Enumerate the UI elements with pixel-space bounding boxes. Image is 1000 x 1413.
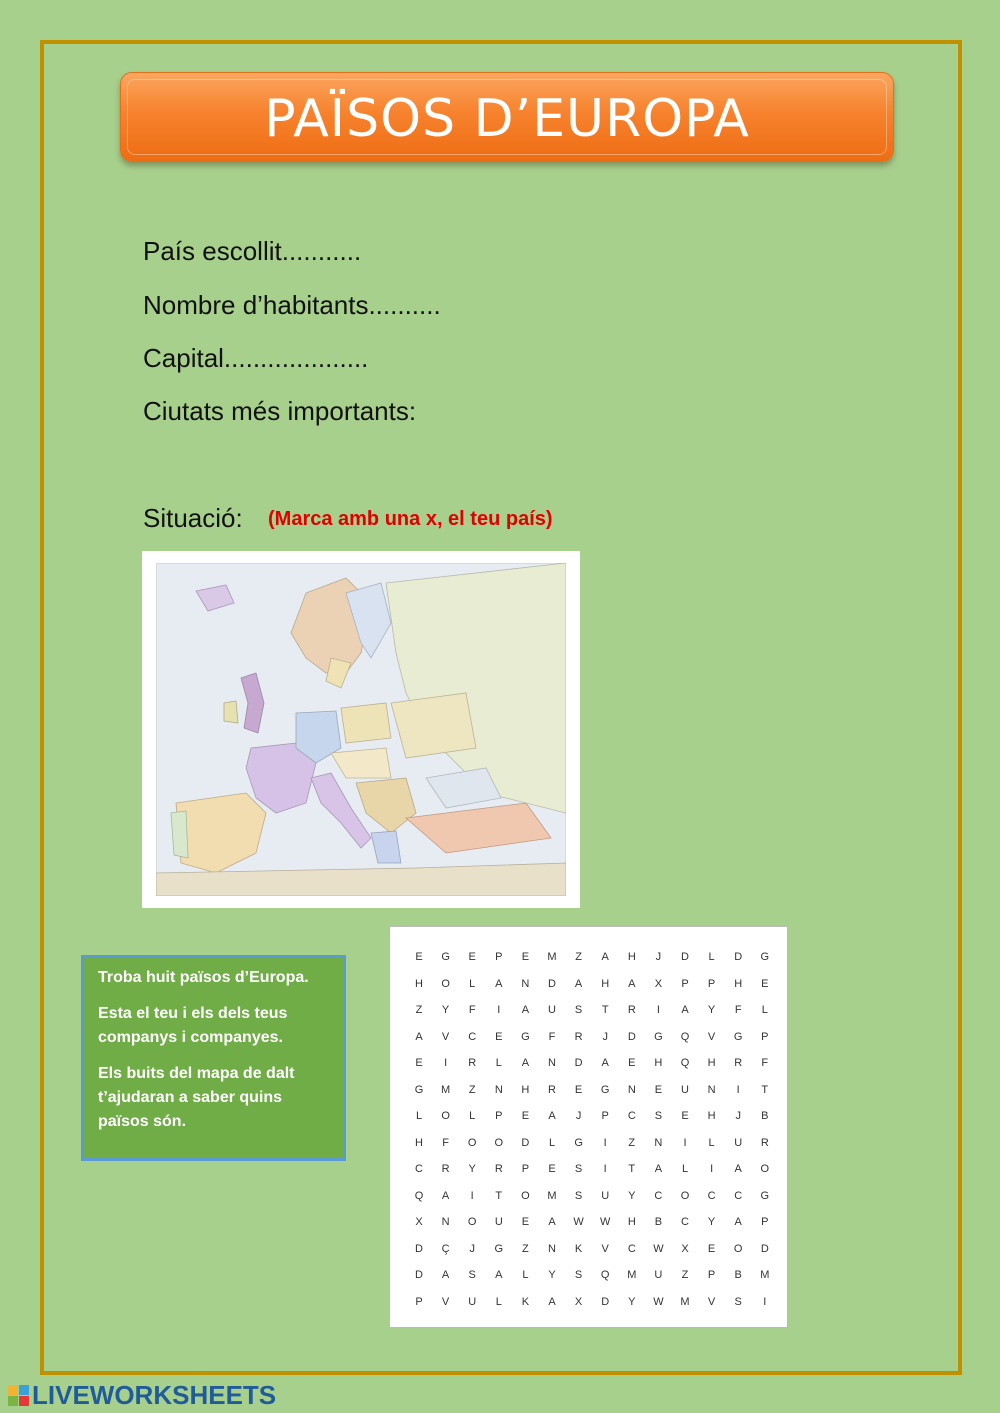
word-search-cell[interactable]: K: [521, 1295, 530, 1308]
word-search-cell[interactable]: A: [734, 1216, 742, 1228]
word-search-cell[interactable]: I: [683, 1136, 687, 1149]
word-search-cell[interactable]: W: [653, 1295, 664, 1308]
word-search-cell[interactable]: M: [680, 1295, 690, 1308]
word-search-cell[interactable]: U: [654, 1269, 663, 1281]
word-search-cell[interactable]: C: [627, 1110, 636, 1122]
word-search-cell[interactable]: G: [760, 1189, 770, 1202]
word-search-cell[interactable]: V: [601, 1242, 609, 1255]
word-search-cell[interactable]: F: [761, 1057, 769, 1069]
word-search-row: [390, 1031, 789, 1057]
word-search-cell[interactable]: R: [494, 1163, 503, 1175]
word-search-cell[interactable]: R: [627, 1004, 636, 1016]
word-search-cell[interactable]: G: [441, 951, 450, 963]
word-search-cell[interactable]: C: [654, 1189, 663, 1202]
word-search-cell[interactable]: S: [734, 1295, 742, 1308]
word-search-cell[interactable]: G: [414, 1083, 424, 1096]
word-search-cell[interactable]: I: [470, 1189, 474, 1202]
word-search-cell[interactable]: J: [735, 1110, 741, 1122]
word-search-cell[interactable]: A: [548, 1295, 556, 1308]
word-search-cell[interactable]: L: [469, 1110, 476, 1122]
word-search-cell[interactable]: L: [708, 951, 715, 963]
field-situation: Situació:: [143, 503, 243, 533]
word-search-cell[interactable]: O: [467, 1136, 477, 1149]
word-search-cell[interactable]: P: [495, 1110, 503, 1122]
word-search-cell[interactable]: G: [494, 1242, 504, 1255]
word-search-row: [390, 1137, 789, 1163]
word-search-cell[interactable]: H: [627, 951, 636, 963]
word-search-cell[interactable]: J: [655, 951, 662, 963]
word-search-cell[interactable]: P: [495, 951, 503, 963]
word-search-cell[interactable]: K: [574, 1242, 583, 1255]
field-capital[interactable]: Capital....................: [143, 343, 369, 373]
word-search-cell[interactable]: N: [521, 977, 530, 990]
title-banner: [120, 72, 894, 162]
word-search-cell[interactable]: P: [707, 977, 716, 990]
instruction-line-1: Troba huit països d’Europa.: [98, 969, 309, 986]
word-search-row: [390, 1110, 789, 1136]
word-search-cell[interactable]: M: [760, 1269, 770, 1281]
word-search-cell[interactable]: L: [522, 1269, 529, 1281]
word-search-cell[interactable]: R: [760, 1136, 769, 1149]
word-search-cell[interactable]: Ç: [441, 1242, 450, 1255]
word-search-cell[interactable]: E: [495, 1030, 503, 1043]
word-search-row: [390, 1163, 789, 1189]
word-search-cell[interactable]: I: [603, 1163, 607, 1175]
word-search-cell[interactable]: Q: [600, 1269, 610, 1281]
word-search-cell[interactable]: O: [521, 1189, 530, 1202]
instruction-line-3: Els buits del mapa de dalt t’ajudaran a saber quins països són.: [98, 1065, 295, 1130]
word-search-cell[interactable]: R: [548, 1083, 556, 1096]
word-search-cell[interactable]: B: [734, 1269, 742, 1281]
word-search-cell[interactable]: I: [736, 1083, 740, 1096]
word-search-cell[interactable]: C: [627, 1242, 636, 1255]
word-search-cell[interactable]: Q: [414, 1189, 424, 1202]
word-search-cell[interactable]: S: [468, 1269, 476, 1281]
word-search-cell[interactable]: A: [548, 1110, 556, 1122]
word-search-cell[interactable]: V: [441, 1030, 450, 1043]
word-search-cell[interactable]: D: [415, 1269, 423, 1281]
word-search-cell[interactable]: F: [734, 1004, 742, 1016]
word-search-cell[interactable]: H: [654, 1057, 663, 1069]
word-search-cell[interactable]: C: [681, 1216, 689, 1228]
word-search-cell[interactable]: A: [601, 951, 609, 963]
word-search-cell[interactable]: D: [681, 951, 689, 963]
word-search-row: [390, 1296, 789, 1322]
word-search-cell[interactable]: S: [574, 1189, 583, 1202]
word-search-cell[interactable]: A: [415, 1030, 423, 1043]
word-search-cell[interactable]: Z: [575, 951, 582, 963]
word-search-cell[interactable]: E: [521, 951, 530, 963]
word-search-cell[interactable]: N: [441, 1216, 450, 1228]
word-search-cell[interactable]: G: [574, 1136, 583, 1149]
field-inhabitants[interactable]: Nombre d’habitants..........: [143, 290, 441, 320]
word-search-cell[interactable]: N: [494, 1083, 503, 1096]
word-search-cell[interactable]: H: [627, 1216, 636, 1228]
word-search-cell[interactable]: Y: [468, 1163, 476, 1175]
word-search-cell[interactable]: O: [441, 1110, 450, 1122]
word-search-cell[interactable]: D: [521, 1136, 530, 1149]
word-search-cell[interactable]: A: [548, 1216, 556, 1228]
word-search-cell[interactable]: J: [602, 1030, 608, 1043]
word-search-cell[interactable]: H: [415, 977, 423, 990]
word-search-cell[interactable]: S: [574, 1004, 583, 1016]
word-search-cell[interactable]: M: [547, 1189, 557, 1202]
word-search-cell[interactable]: A: [521, 1057, 530, 1069]
word-search-cell[interactable]: J: [469, 1242, 475, 1255]
word-search-cell[interactable]: E: [761, 977, 769, 990]
word-search-cell[interactable]: R: [468, 1057, 477, 1069]
word-search-cell[interactable]: L: [761, 1004, 768, 1016]
word-search-cell[interactable]: X: [574, 1295, 583, 1308]
europe-map-image: [156, 563, 566, 896]
word-search-cell[interactable]: H: [601, 977, 610, 990]
word-search-row: [390, 1004, 789, 1030]
word-search-cell[interactable]: U: [468, 1295, 477, 1308]
word-search-cell[interactable]: Z: [415, 1004, 423, 1016]
word-search-cell[interactable]: L: [495, 1057, 502, 1069]
page-title: PAÏSOS D’EUROPA: [264, 89, 750, 149]
word-search-cell[interactable]: U: [494, 1216, 503, 1228]
word-search-cell[interactable]: W: [573, 1216, 584, 1228]
word-search-cell[interactable]: J: [575, 1110, 582, 1122]
word-search-cell[interactable]: Z: [522, 1242, 529, 1255]
word-search-row: [390, 1269, 789, 1295]
word-search-cell[interactable]: P: [521, 1163, 530, 1175]
word-search-cell[interactable]: O: [467, 1216, 477, 1228]
word-search-cell[interactable]: X: [415, 1216, 423, 1228]
word-search-cell[interactable]: E: [521, 1216, 530, 1228]
word-search-cell[interactable]: U: [601, 1189, 610, 1202]
word-search-cell[interactable]: H: [521, 1083, 530, 1096]
word-search-cell[interactable]: O: [441, 977, 450, 990]
word-search-row: [390, 1084, 789, 1110]
word-search-cell[interactable]: F: [468, 1004, 476, 1016]
word-search-cell[interactable]: I: [710, 1163, 714, 1175]
field-country[interactable]: País escollit...........: [143, 236, 362, 266]
word-search-cell[interactable]: V: [707, 1030, 716, 1043]
word-search-cell[interactable]: D: [734, 951, 743, 963]
word-search-cell[interactable]: A: [601, 1057, 609, 1069]
word-search-cell[interactable]: E: [654, 1083, 663, 1096]
word-search-cell[interactable]: E: [628, 1057, 636, 1069]
word-search-cell[interactable]: D: [574, 1057, 583, 1069]
word-search-cell[interactable]: H: [707, 1057, 716, 1069]
word-search-cell[interactable]: R: [734, 1057, 743, 1069]
word-search-cell[interactable]: N: [627, 1083, 636, 1096]
word-search-cell[interactable]: R: [574, 1030, 583, 1043]
word-search-cell[interactable]: G: [760, 951, 770, 963]
word-search-cell[interactable]: E: [415, 1057, 423, 1069]
word-search-cell[interactable]: Y: [707, 1216, 716, 1228]
word-search-cell[interactable]: I: [497, 1004, 501, 1016]
word-search-cell[interactable]: C: [415, 1163, 423, 1175]
word-search-cell[interactable]: C: [468, 1030, 477, 1043]
word-search-cell[interactable]: X: [654, 977, 663, 990]
word-search-cell[interactable]: N: [707, 1083, 716, 1096]
word-search-cell[interactable]: T: [628, 1163, 636, 1175]
word-search-cell[interactable]: A: [654, 1163, 663, 1175]
word-search-cell[interactable]: D: [627, 1030, 636, 1043]
word-search-cell[interactable]: A: [681, 1004, 689, 1016]
word-search-cell[interactable]: N: [548, 1057, 556, 1069]
word-search-cell[interactable]: U: [681, 1083, 689, 1096]
word-search-cell[interactable]: T: [761, 1083, 769, 1096]
word-search-cell[interactable]: Q: [680, 1057, 690, 1069]
situation-note: (Marca amb una x, el teu país): [268, 508, 553, 530]
word-search-cell[interactable]: A: [574, 977, 583, 990]
word-search-cell[interactable]: L: [548, 1136, 556, 1149]
word-search-cell[interactable]: P: [681, 977, 689, 990]
word-search-cell[interactable]: H: [734, 977, 743, 990]
word-search-cell[interactable]: D: [415, 1242, 423, 1255]
word-search-cell[interactable]: U: [548, 1004, 556, 1016]
word-search-cell[interactable]: T: [601, 1004, 609, 1016]
word-search-cell[interactable]: G: [654, 1030, 663, 1043]
word-search-cell[interactable]: I: [444, 1057, 448, 1069]
word-search-cell[interactable]: D: [601, 1295, 610, 1308]
word-search-cell[interactable]: I: [656, 1004, 660, 1016]
word-search-cell[interactable]: D: [760, 1242, 769, 1255]
word-search-cell[interactable]: P: [761, 1216, 769, 1228]
word-search-row: [390, 1057, 789, 1083]
word-search-cell[interactable]: A: [628, 977, 636, 990]
field-cities[interactable]: Ciutats més importants:: [143, 396, 417, 426]
word-search-cell[interactable]: E: [681, 1110, 689, 1122]
word-search-cell[interactable]: B: [654, 1216, 663, 1228]
word-search-cell[interactable]: Z: [628, 1136, 636, 1149]
word-search-row: [390, 951, 789, 977]
word-search-cell[interactable]: M: [627, 1269, 637, 1281]
word-search-cell[interactable]: Y: [628, 1295, 636, 1308]
word-search-cell[interactable]: A: [734, 1163, 742, 1175]
word-search-cell[interactable]: S: [574, 1163, 583, 1175]
word-search-cell[interactable]: A: [495, 977, 503, 990]
word-search-row: [390, 1190, 789, 1216]
word-search-cell[interactable]: E: [574, 1083, 583, 1096]
word-search-cell[interactable]: R: [441, 1163, 450, 1175]
word-search-cell[interactable]: H: [707, 1110, 716, 1122]
word-search-cell[interactable]: E: [468, 951, 476, 963]
word-search-cell[interactable]: W: [653, 1242, 664, 1255]
liveworksheets-logo-text[interactable]: LIVEWORKSHEETS: [32, 1380, 277, 1410]
word-search-cell[interactable]: Y: [628, 1189, 636, 1202]
word-search-cell[interactable]: O: [760, 1163, 770, 1175]
word-search-cell[interactable]: L: [415, 1110, 423, 1122]
word-search-cell[interactable]: Z: [681, 1269, 689, 1281]
word-search-cell[interactable]: Q: [680, 1030, 690, 1043]
word-search-cell[interactable]: G: [521, 1030, 530, 1043]
word-search-cell[interactable]: S: [654, 1110, 663, 1122]
instruction-line-2: Esta el teu i els dels teus companys i companyes.: [98, 1005, 288, 1046]
word-search-cell[interactable]: D: [548, 977, 556, 990]
word-search-cell[interactable]: L: [495, 1295, 502, 1308]
word-search-cell[interactable]: E: [707, 1242, 716, 1255]
word-search-cell[interactable]: P: [707, 1269, 716, 1281]
word-search-cell[interactable]: A: [495, 1269, 503, 1281]
word-search-cell[interactable]: I: [603, 1136, 607, 1149]
word-search-cell[interactable]: F: [442, 1136, 449, 1149]
word-search-grid[interactable]: [389, 926, 788, 1328]
word-search-cell[interactable]: Y: [441, 1004, 450, 1016]
word-search-cell[interactable]: C: [734, 1189, 743, 1202]
word-search-cell[interactable]: W: [599, 1216, 611, 1228]
word-search-cell[interactable]: L: [469, 977, 476, 990]
word-search-cell[interactable]: L: [681, 1163, 689, 1175]
word-search-cell[interactable]: U: [734, 1136, 743, 1149]
word-search-cell[interactable]: A: [521, 1004, 530, 1016]
instructions-box: [81, 955, 346, 1161]
word-search-cell[interactable]: P: [601, 1110, 609, 1122]
word-search-cell[interactable]: G: [733, 1030, 743, 1043]
word-search-cell[interactable]: I: [763, 1295, 767, 1308]
word-search-cell[interactable]: P: [415, 1295, 423, 1308]
word-search-cell[interactable]: O: [680, 1189, 690, 1202]
word-search-cell[interactable]: M: [547, 951, 557, 963]
word-search-cell[interactable]: F: [548, 1030, 556, 1043]
word-search-row: [390, 1216, 789, 1242]
word-search-cell[interactable]: Y: [707, 1004, 716, 1016]
europe-map[interactable]: [142, 551, 580, 908]
word-search-cell[interactable]: L: [708, 1136, 715, 1149]
word-search-cell[interactable]: E: [548, 1163, 556, 1175]
word-search-cell[interactable]: N: [548, 1242, 556, 1255]
word-search-cell[interactable]: O: [494, 1136, 504, 1149]
word-search-row: [390, 978, 789, 1004]
word-search-cell[interactable]: N: [654, 1136, 663, 1149]
liveworksheets-logo-icon: [8, 1385, 30, 1407]
word-search-cell[interactable]: H: [415, 1136, 423, 1149]
word-search-row: [390, 1243, 789, 1269]
word-search-cell[interactable]: P: [761, 1030, 769, 1043]
word-search-cell[interactable]: Z: [468, 1083, 476, 1096]
word-search-cell[interactable]: V: [707, 1295, 716, 1308]
word-search-cell[interactable]: B: [761, 1110, 769, 1122]
word-search-cell[interactable]: A: [441, 1269, 450, 1281]
word-search-cell[interactable]: G: [600, 1083, 610, 1096]
word-search-cell[interactable]: X: [681, 1242, 689, 1255]
word-search-cell[interactable]: C: [707, 1189, 716, 1202]
word-search-cell[interactable]: V: [441, 1295, 450, 1308]
word-search-cell[interactable]: E: [521, 1110, 530, 1122]
word-search-cell[interactable]: E: [415, 951, 423, 963]
word-search-cell[interactable]: O: [733, 1242, 743, 1255]
word-search-cell[interactable]: Y: [548, 1269, 556, 1281]
word-search-cell[interactable]: S: [574, 1269, 583, 1281]
word-search-cell[interactable]: M: [441, 1083, 451, 1096]
word-search-cell[interactable]: T: [495, 1189, 503, 1202]
word-search-cell[interactable]: A: [441, 1189, 450, 1202]
